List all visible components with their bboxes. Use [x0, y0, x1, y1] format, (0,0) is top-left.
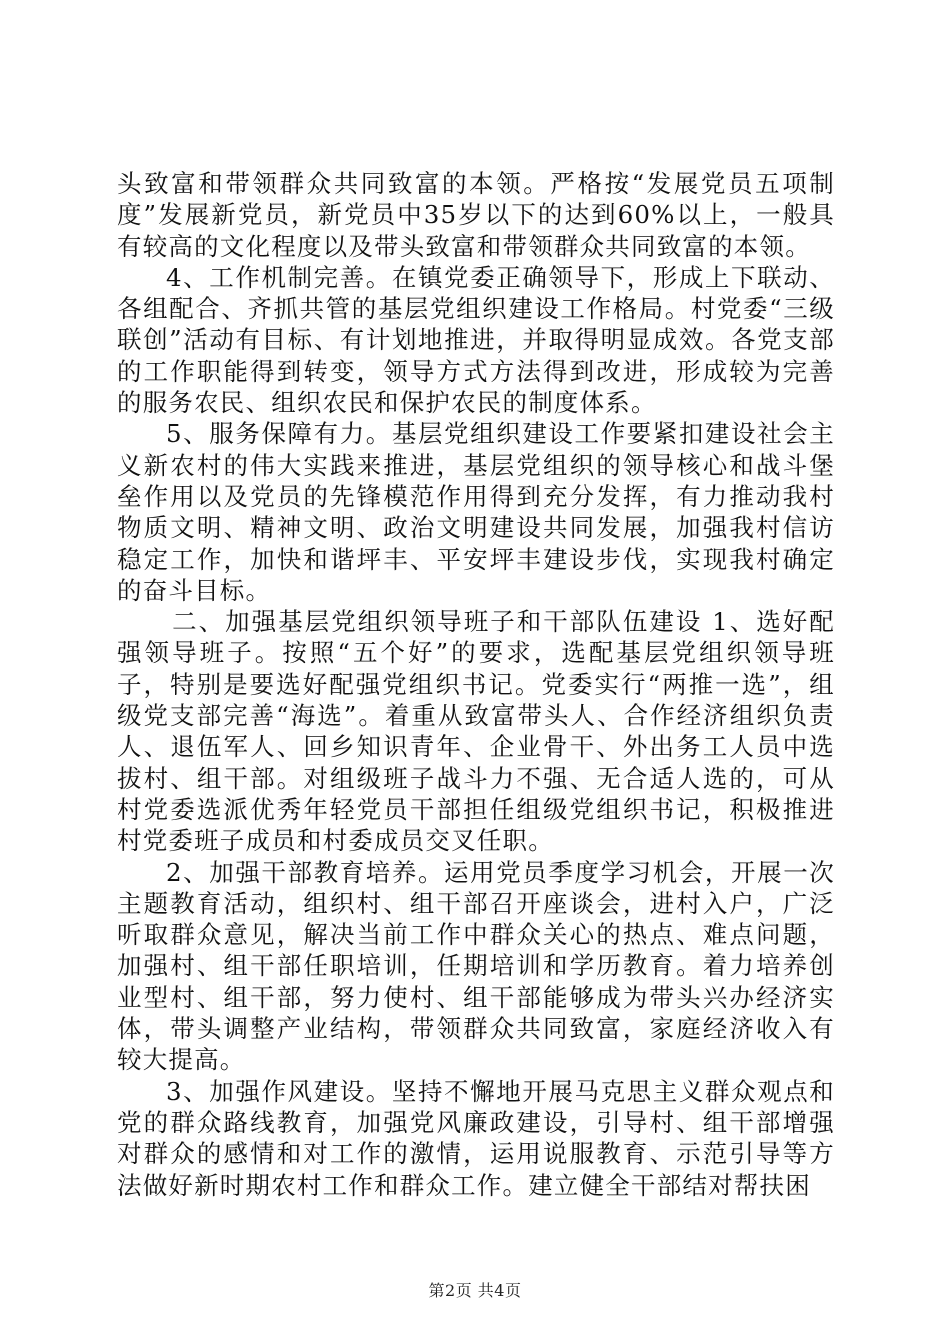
paragraph-section-two: 二、加强基层党组织领导班子和干部队伍建设 1、选好配强领导班子。按照“五个好”的要求，选配基层党组织领导班子，特别是要选好配强党组织书记。党委实行“两推一选”，组级党支部完善“海选”。着重从致富带头人、合作经济组织负责人、退伍军人、回乡知识青年、企业骨干、外出务工人员中选拔村、组干部。对组级班子战斗力不强、无合适人选的，可从村党委选派优秀年轻党员干部担任组级党组织书记，积极推进村党委班子成员和村委成员交叉任职。 — [117, 607, 835, 856]
page-number-footer: 第2页 共4页 — [428, 1281, 522, 1300]
paragraph-work-style: 3、加强作风建设。坚持不懈地开展马克思主义群众观点和党的群众路线教育，加强党风廉政建设，引导村、组干部增强对群众的感情和对工作的激情，运用说服教育、示范引导等方法做好新时期农村工作和群众工作。建立健全干部结对帮扶困 — [117, 1076, 835, 1200]
paragraph-service-guarantee: 5、服务保障有力。基层党组织建设工作要紧扣建设社会主义新农村的伟大实践来推进，基层党组织的领导核心和战斗堡垒作用以及党员的先锋模范作用得到充分发挥，有力推动我村物质文明、精神文明、政治文明建设共同发展，加强我村信访稳定工作，加快和谐坪丰、平安坪丰建设步伐，实现我村确定的奋斗目标。 — [117, 419, 835, 605]
document-body — [117, 168, 835, 1201]
paragraph-work-mechanism: 4、工作机制完善。在镇党委正确领导下，形成上下联动、各组配合、齐抓共管的基层党组织建设工作格局。村党委“三级联创”活动有目标、有计划地推进，并取得明显成效。各党支部的工作职能得到转变，领导方式方法得到改进，形成较为完善的服务农民、组织农民和保护农民的制度体系。 — [117, 262, 835, 418]
paragraph-cadre-training: 2、加强干部教育培养。运用党员季度学习机会，开展一次主题教育活动，组织村、组干部召开座谈会，进村入户，广泛听取群众意见，解决当前工作中群众关心的热点、难点问题，加强村、组干部任职培训，任期培训和学历教育。着力培养创业型村、组干部，努力使村、组干部能够成为带头兴办经济实体，带头调整产业结构，带领群众共同致富，家庭经济收入有较大提高。 — [117, 857, 835, 1075]
paragraph-continuation: 头致富和带领群众共同致富的本领。严格按“发展党员五项制度”发展新党员，新党员中35岁以下的达到60%以上，一般具有较高的文化程度以及带头致富和带领群众共同致富的本领。 — [117, 169, 835, 261]
